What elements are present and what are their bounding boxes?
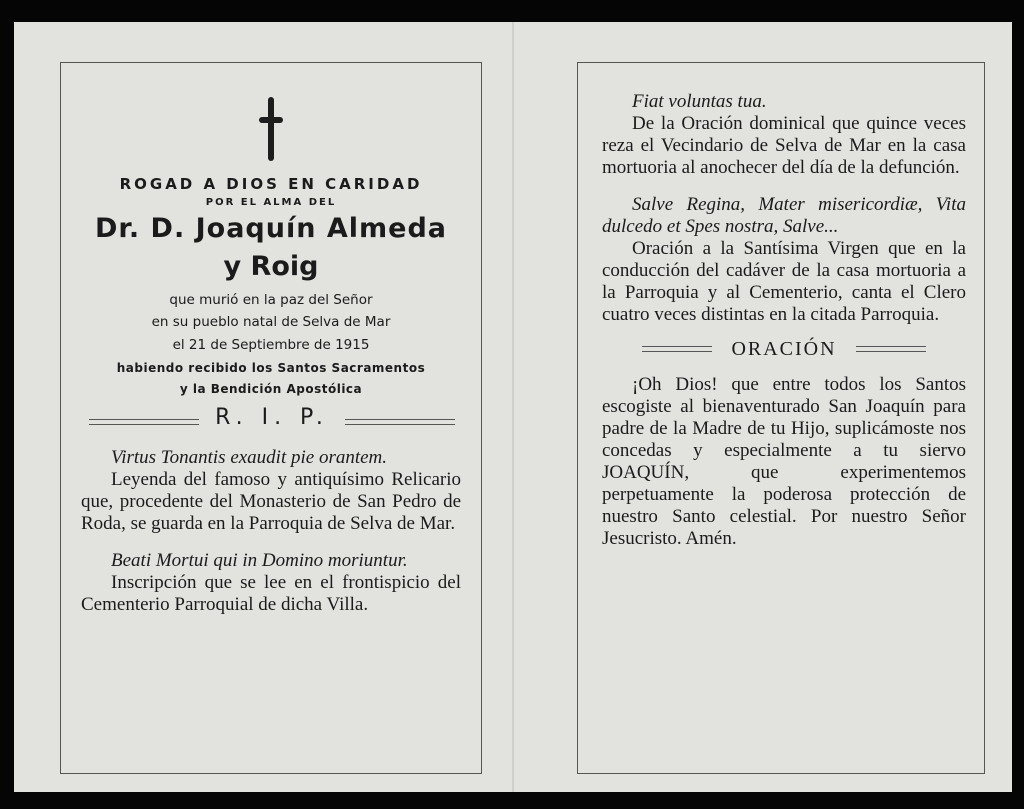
quote-explanation: Leyenda del famoso y antiquísimo Relicario que, procedente del Monasterio de San Pedro de Roda, se guarda en la Parroquia de Selva de Mar. (81, 469, 461, 534)
card-fold (512, 22, 514, 792)
latin-quote: Virtus Tonantis exaudit pie orantem. (111, 447, 388, 468)
memorial-card (14, 22, 1012, 792)
right-text (602, 91, 966, 550)
oracion-title: ORACIÓN (731, 338, 837, 360)
divider-rule (345, 419, 455, 425)
deceased-name-cont: y Roig (223, 251, 319, 282)
right-panel (577, 62, 985, 774)
blessing-line: y la Bendición Apostólica (179, 382, 363, 396)
deceased-name: Dr. D. Joaquín Almeda (95, 213, 447, 244)
latin-quote: Salve Regina, Mater misericordiæ, Vita dulcedo et Spes nostra, Salve... (602, 194, 966, 237)
cross-icon (259, 97, 283, 161)
quote-explanation: De la Oración dominical que quince veces reza el Vecindario de Selva de Mar en la casa mortuoria al anochecer del día de la defunción. (602, 113, 966, 178)
latin-quote: Fiat voluntas tua. (632, 91, 767, 112)
subheading: POR EL ALMA DEL (205, 197, 337, 208)
prayer-text: ¡Oh Dios! que entre todos los Santos escogiste al bienaventurado San Joaquín para padre de la Madre de tu Hijo, suplicámoste nos concedas y especialmente a tu siervo JOAQUÍN, que experimentemos perpetuamente la poderosa protección de nuestro Santo celestial. Por nuestro Señor Jesucristo. Amén. (602, 374, 966, 549)
quote-explanation: Inscripción que se lee en el frontispicio del Cementerio Parroquial de dicha Villa. (81, 572, 461, 615)
divider-rule (642, 346, 712, 352)
death-line: que murió en la paz del Señor (169, 292, 373, 308)
town-line: en su pueblo natal de Selva de Mar (151, 314, 391, 330)
sacraments-line: habiendo recibido los Santos Sacramentos (116, 361, 426, 375)
latin-quote: Beati Mortui qui in Domino moriuntur. (111, 550, 408, 571)
left-panel (60, 62, 482, 774)
divider-rule (89, 419, 199, 425)
quote-explanation: Oración a la Santísima Virgen que en la conducción del cadáver de la casa mortuoria a la Parroquia y al Cementerio, canta el Clero cuatro veces distintas en la citada Parroquia. (602, 238, 966, 325)
oracion-divider (602, 330, 966, 370)
left-text (81, 447, 461, 616)
rip-text: R. I. P. (215, 405, 329, 430)
date-line: el 21 de Septiembre de 1915 (172, 337, 370, 353)
heading: ROGAD A DIOS EN CARIDAD (119, 175, 423, 193)
divider-rule (856, 346, 926, 352)
rip-divider (89, 403, 455, 437)
